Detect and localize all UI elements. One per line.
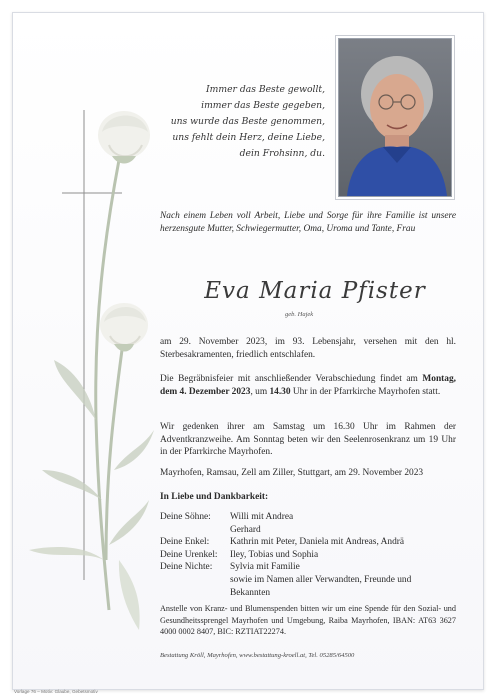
family-names: Gerhard <box>230 524 261 535</box>
funeral-text-mid: , um <box>250 386 268 397</box>
family-role <box>160 587 230 600</box>
deceased-name: Eva Maria Pfister <box>204 278 426 304</box>
places-line: Mayrhofen, Ramsau, Zell am Ziller, Stuttgart, am 29. November 2023 <box>160 468 424 478</box>
family-role: Deine Söhne: <box>160 512 211 522</box>
memorial-quote <box>155 82 325 162</box>
quote-line: Immer das Beste gewollt, <box>206 84 325 95</box>
rose-illustration <box>14 90 164 650</box>
intro-text: Nach einem Leben voll Arbeit, Liebe und Sorge für ihre Familie ist unsere herzensgute Mutter, Schwiegermutter, Oma, Uroma und Tante, Frau <box>160 211 456 234</box>
family-names: Bekannten <box>230 587 271 598</box>
family-list <box>160 511 456 599</box>
funeral-date: Montag, dem 4. Dezember 2023 <box>160 374 456 397</box>
death-paragraph: am 29. November 2023, im 93. Lebensjahr, versehen mit den hl. Sterbesakramenten, friedlich entschlafen. <box>160 337 456 360</box>
quote-line: uns fehlt dein Herz, deine Liebe, <box>172 132 325 143</box>
funeral-text-post: Uhr in der Pfarrkirche Mayrhofen statt. <box>292 386 441 397</box>
closing-line: In Liebe und Dankbarkeit: <box>160 492 269 502</box>
family-row <box>160 536 456 549</box>
family-role <box>160 574 230 587</box>
family-row <box>160 561 456 574</box>
family-names: Kathrin mit Peter, Daniela mit Andreas, Andrä <box>230 537 405 548</box>
funeral-text-pre: Die Begräbnisfeier mit anschließender Verabschiedung findet am <box>160 374 418 384</box>
family-row <box>160 549 456 562</box>
quote-line: immer das Beste gegeben, <box>201 100 325 111</box>
family-names: Willi mit Andrea <box>230 512 294 522</box>
maiden-name: geb. Hajek <box>285 311 314 318</box>
donation-notice: Anstelle von Kranz- und Blumenspenden bitten wir um eine Spende für den Sozial- und Gesundheitssprengel Mayrhofen und Umgebung, Raiba Mayrhofen, IBAN: AT63 3627 4000 0002 8407, BIC: RZTIAT22274. <box>160 604 456 637</box>
family-role: Deine Enkel: <box>160 537 210 548</box>
funeral-home-line: Bestattung Kröll, Mayrhofen, www.bestattung-kroell.at, Tel. 05285/64500 <box>160 652 355 659</box>
family-role: Deine Urenkel: <box>160 549 218 560</box>
family-role: Deine Nichte: <box>160 562 213 573</box>
rosary-paragraph: Wir gedenken ihrer am Samstag um 16.30 Uhr im Rahmen der Adventkranzweihe. Am Sonntag beten wir den Seelenrosenkranz um 19 Uhr in der Pfarrkirche Mayrhofen. <box>160 422 456 458</box>
quote-line: uns wurde das Beste genommen, <box>170 116 325 127</box>
family-names: Sylvia mit Familie <box>230 562 300 573</box>
template-credit: Vorlage 76 – Motiv: Glaube, Gebetsmotiv <box>14 689 98 694</box>
family-row <box>160 524 456 537</box>
family-row <box>160 574 456 587</box>
family-names: sowie im Namen aller Verwandten, Freunde und <box>230 574 412 585</box>
family-names: Iley, Tobias und Sophia <box>230 549 319 560</box>
portrait-photo <box>338 38 452 197</box>
family-row <box>160 511 456 524</box>
funeral-time: 14.30 <box>269 386 291 397</box>
quote-line: dein Frohsinn, du. <box>239 148 325 159</box>
funeral-paragraph <box>160 373 456 398</box>
family-row <box>160 587 456 600</box>
family-role <box>160 524 230 537</box>
